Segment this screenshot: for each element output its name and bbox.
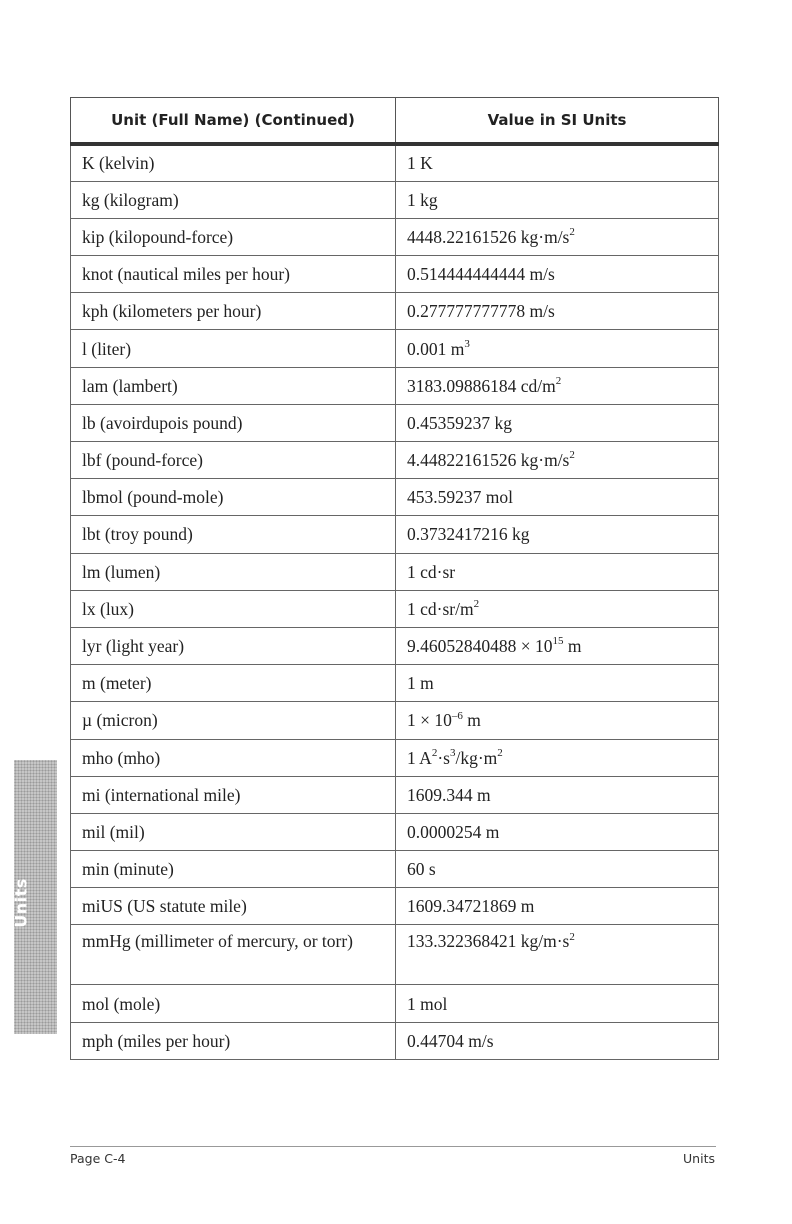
unit-cell: kph (kilometers per hour) — [71, 293, 396, 330]
value-cell: 1 kg — [396, 181, 719, 218]
unit-cell: lb (avoirdupois pound) — [71, 404, 396, 441]
unit-cell: mmHg (millimeter of mercury, or torr) — [71, 925, 396, 985]
units-conversion-table — [70, 97, 719, 1060]
unit-cell: lbf (pound-force) — [71, 442, 396, 479]
table-row — [71, 367, 719, 404]
value-cell: 1 cd·sr — [396, 553, 719, 590]
table-row — [71, 776, 719, 813]
table-row — [71, 985, 719, 1022]
table-row — [71, 925, 719, 985]
unit-cell: miUS (US statute mile) — [71, 888, 396, 925]
table-row — [71, 330, 719, 367]
value-cell: 4.44822161526 $kg\cdot m/s^2$ — [396, 442, 719, 479]
table-row — [71, 813, 719, 850]
unit-cell: m (meter) — [71, 665, 396, 702]
header-value-si-units: Value in SI Units — [396, 98, 719, 145]
table-row — [71, 702, 719, 739]
value-cell: 0.001 $m^3$ — [396, 330, 719, 367]
table-row — [71, 293, 719, 330]
table-row — [71, 218, 719, 255]
unit-cell: kg (kilogram) — [71, 181, 396, 218]
unit-cell: mph (miles per hour) — [71, 1022, 396, 1059]
unit-cell: lx (lux) — [71, 590, 396, 627]
unit-cell: K (kelvin) — [71, 144, 396, 181]
table-row — [71, 404, 719, 441]
value-cell: 1 mol — [396, 985, 719, 1022]
unit-cell: min (minute) — [71, 851, 396, 888]
value-cell: 1 K — [396, 144, 719, 181]
table-row — [71, 516, 719, 553]
table-row — [71, 442, 719, 479]
value-cell: 0.514444444444 m/s — [396, 256, 719, 293]
value-cell: $9.46052840488 \times 10^{15}$ m — [396, 627, 719, 664]
unit-cell: lbmol (pound-mole) — [71, 479, 396, 516]
unit-cell: mol (mole) — [71, 985, 396, 1022]
unit-cell: lm (lumen) — [71, 553, 396, 590]
table-header-row — [71, 98, 719, 145]
value-cell: 0.3732417216 kg — [396, 516, 719, 553]
unit-cell: µ (micron) — [71, 702, 396, 739]
value-cell: 453.59237 mol — [396, 479, 719, 516]
table-row — [71, 739, 719, 776]
value-cell: 0.45359237 kg — [396, 404, 719, 441]
table-row — [71, 851, 719, 888]
value-cell: 60 s — [396, 851, 719, 888]
table-row — [71, 553, 719, 590]
table-row — [71, 256, 719, 293]
value-cell: 1 m — [396, 665, 719, 702]
table-body — [71, 144, 719, 1059]
unit-cell: mho (mho) — [71, 739, 396, 776]
value-cell: 4448.22161526 $kg\cdot m/s^2$ — [396, 218, 719, 255]
table-row — [71, 1022, 719, 1059]
value-cell: 1 $cd\cdot sr/m^2$ — [396, 590, 719, 627]
value-cell: 1 $A^2\cdot s^3/kg\cdot m^2$ — [396, 739, 719, 776]
table-row — [71, 479, 719, 516]
table-row — [71, 665, 719, 702]
table-row — [71, 627, 719, 664]
unit-cell: mi (international mile) — [71, 776, 396, 813]
footer-page-number: Page C-4 — [70, 1151, 126, 1166]
value-cell: 1609.344 m — [396, 776, 719, 813]
footer-section-name: Units — [683, 1151, 715, 1166]
value-cell: 133.322368421 $kg/m\cdot s^2$ — [396, 925, 719, 985]
value-cell: 1609.34721869 m — [396, 888, 719, 925]
table-row — [71, 144, 719, 181]
value-cell: 3183.09886184 $cd/m^2$ — [396, 367, 719, 404]
unit-cell: kip (kilopound-force) — [71, 218, 396, 255]
footer-divider — [70, 1146, 716, 1147]
value-cell: 0.0000254 m — [396, 813, 719, 850]
table-row — [71, 590, 719, 627]
value-cell: $1 \times 10^{-6}$ m — [396, 702, 719, 739]
table-row — [71, 181, 719, 218]
unit-cell: lyr (light year) — [71, 627, 396, 664]
unit-cell: lbt (troy pound) — [71, 516, 396, 553]
unit-cell: mil (mil) — [71, 813, 396, 850]
value-cell: 0.277777777778 m/s — [396, 293, 719, 330]
units-table-container — [70, 97, 718, 1060]
value-cell: 0.44704 m/s — [396, 1022, 719, 1059]
side-tab-label: Units — [11, 878, 31, 928]
unit-cell: knot (nautical miles per hour) — [71, 256, 396, 293]
unit-cell: l (liter) — [71, 330, 396, 367]
header-unit-full-name: Unit (Full Name) (Continued) — [71, 98, 396, 145]
unit-cell: lam (lambert) — [71, 367, 396, 404]
table-row — [71, 888, 719, 925]
